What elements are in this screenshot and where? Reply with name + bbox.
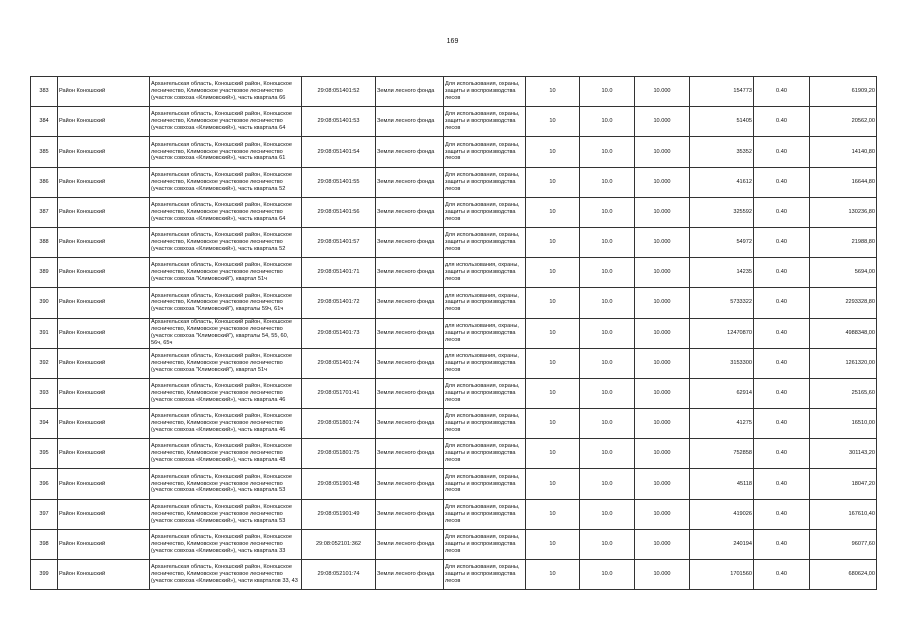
address-cell: Архангельская область, Коношский район, Коношское лесничество, Климовское участковое лесничество (участок совхоза «Климовский»), часть квартала 66 [150,77,302,107]
value-a-cell: 10 [526,137,580,167]
address-cell: Архангельская область, Коношский район, Коношское лесничество, Климовское участковое лесничество (участок совхоза "Климовский"), кварталы 59ч, 61ч [150,288,302,318]
value-b-cell: 10.0 [580,318,635,348]
cadastral-number-cell: 29:08:051401:57 [302,227,376,257]
value-c-cell: 10.000 [635,167,690,197]
rate-cell: 0.40 [754,439,810,469]
table-row [31,197,877,227]
land-category-cell: Земли лесного фонда [376,258,444,288]
value-a-cell: 10 [526,227,580,257]
area-cell: 14235 [690,258,754,288]
district-cell: Район Коношский [58,469,150,499]
sum-cell: 4988348,00 [810,318,877,348]
purpose-cell: для использования, охраны, защиты и воспроизводства лесов [444,288,526,318]
district-cell: Район Коношский [58,137,150,167]
sum-cell: 130236,80 [810,197,877,227]
address-cell: Архангельская область, Коношский район, Коношское лесничество, Климовское участковое лесничество (участок совхоза «Климовский»), часть квартала 52 [150,227,302,257]
purpose-cell: Для использования, охраны, защиты и воспроизводства лесов [444,227,526,257]
row-number: 385 [31,137,58,167]
area-cell: 41612 [690,167,754,197]
address-cell: Архангельская область, Коношский район, Коношское лесничество, Климовское участковое лесничество (участок совхоза «Климовский»), часть квартала 46 [150,378,302,408]
land-category-cell: Земли лесного фонда [376,469,444,499]
sum-cell: 5694,00 [810,258,877,288]
value-c-cell: 10.000 [635,560,690,590]
cadastral-number-cell: 29:08:051401:71 [302,258,376,288]
value-b-cell: 10.0 [580,378,635,408]
value-a-cell: 10 [526,529,580,559]
table-row [31,469,877,499]
value-a-cell: 10 [526,318,580,348]
value-a-cell: 10 [526,77,580,107]
land-category-cell: Земли лесного фонда [376,167,444,197]
value-a-cell: 10 [526,378,580,408]
table-row [31,348,877,378]
rate-cell: 0.40 [754,378,810,408]
land-category-cell: Земли лесного фонда [376,378,444,408]
sum-cell: 14140,80 [810,137,877,167]
value-b-cell: 10.0 [580,107,635,137]
value-a-cell: 10 [526,439,580,469]
purpose-cell: Для использования, охраны, защиты и воспроизводства лесов [444,77,526,107]
district-cell: Район Коношский [58,378,150,408]
district-cell: Район Коношский [58,288,150,318]
table-body [31,77,877,590]
cadastral-number-cell: 29:08:051401:54 [302,137,376,167]
district-cell: Район Коношский [58,318,150,348]
value-c-cell: 10.000 [635,258,690,288]
land-parcels-table [30,76,877,590]
purpose-cell: для использования, охраны, защиты и воспроизводства лесов [444,348,526,378]
address-cell: Архангельская область, Коношский район, Коношское лесничество, Климовское участковое лесничество (участок совхоза «Климовский»), часть квартала 53 [150,469,302,499]
rate-cell: 0.40 [754,227,810,257]
land-category-cell: Земли лесного фонда [376,137,444,167]
row-number: 394 [31,409,58,439]
area-cell: 325592 [690,197,754,227]
district-cell: Район Коношский [58,439,150,469]
district-cell: Район Коношский [58,499,150,529]
value-b-cell: 10.0 [580,529,635,559]
value-a-cell: 10 [526,469,580,499]
sum-cell: 167610,40 [810,499,877,529]
address-cell: Архангельская область, Коношский район, Коношское лесничество, Климовское участковое лесничество (участок совхоза «Климовский»), часть квартала 46 [150,409,302,439]
row-number: 388 [31,227,58,257]
value-a-cell: 10 [526,197,580,227]
area-cell: 419026 [690,499,754,529]
value-b-cell: 10.0 [580,167,635,197]
value-a-cell: 10 [526,499,580,529]
land-category-cell: Земли лесного фонда [376,499,444,529]
row-number: 397 [31,499,58,529]
value-c-cell: 10.000 [635,318,690,348]
value-a-cell: 10 [526,258,580,288]
rate-cell: 0.40 [754,348,810,378]
area-cell: 41275 [690,409,754,439]
value-b-cell: 10.0 [580,499,635,529]
table-row [31,560,877,590]
district-cell: Район Коношский [58,107,150,137]
sum-cell: 1261320,00 [810,348,877,378]
value-b-cell: 10.0 [580,469,635,499]
value-a-cell: 10 [526,288,580,318]
district-cell: Район Коношский [58,348,150,378]
sum-cell: 680624,00 [810,560,877,590]
district-cell: Район Коношский [58,197,150,227]
land-category-cell: Земли лесного фонда [376,318,444,348]
sum-cell: 21988,80 [810,227,877,257]
sum-cell: 301143,20 [810,439,877,469]
value-c-cell: 10.000 [635,469,690,499]
value-c-cell: 10.000 [635,77,690,107]
cadastral-number-cell: 29:08:051801:74 [302,409,376,439]
purpose-cell: Для использования, охраны, защиты и воспроизводства лесов [444,439,526,469]
row-number: 396 [31,469,58,499]
rate-cell: 0.40 [754,137,810,167]
address-cell: Архангельская область, Коношский район, Коношское лесничество, Климовское участковое лесничество (участок совхоза «Климовский»), часть квартала 48 [150,439,302,469]
table-row [31,167,877,197]
district-cell: Район Коношский [58,167,150,197]
row-number: 389 [31,258,58,288]
value-b-cell: 10.0 [580,258,635,288]
table-row [31,409,877,439]
table-row [31,227,877,257]
rate-cell: 0.40 [754,529,810,559]
district-cell: Район Коношский [58,77,150,107]
cadastral-number-cell: 29:08:051401:72 [302,288,376,318]
area-cell: 154773 [690,77,754,107]
row-number: 391 [31,318,58,348]
purpose-cell: Для использования, охраны, защиты и воспроизводства лесов [444,560,526,590]
purpose-cell: Для использования, охраны, защиты и воспроизводства лесов [444,197,526,227]
land-category-cell: Земли лесного фонда [376,227,444,257]
value-b-cell: 10.0 [580,227,635,257]
value-b-cell: 10.0 [580,288,635,318]
district-cell: Район Коношский [58,227,150,257]
sum-cell: 25165,60 [810,378,877,408]
purpose-cell: Для использования, охраны, защиты и воспроизводства лесов [444,167,526,197]
sum-cell: 16644,80 [810,167,877,197]
address-cell: Архангельская область, Коношский район, Коношское лесничество, Климовское участковое лесничество (участок совхоза «Климовский»), часть квартала 61 [150,137,302,167]
table-row [31,77,877,107]
area-cell: 240194 [690,529,754,559]
purpose-cell: Для использования, охраны, защиты и воспроизводства лесов [444,378,526,408]
sum-cell: 2293328,80 [810,288,877,318]
value-c-cell: 10.000 [635,288,690,318]
purpose-cell: Для использования, охраны, защиты и воспроизводства лесов [444,107,526,137]
address-cell: Архангельская область, Коношский район, Коношское лесничество, Климовское участковое лесничество (участок совхоза "Климовский"), квартал 51ч [150,348,302,378]
rate-cell: 0.40 [754,77,810,107]
value-c-cell: 10.000 [635,439,690,469]
district-cell: Район Коношский [58,529,150,559]
value-b-cell: 10.0 [580,439,635,469]
row-number: 387 [31,197,58,227]
area-cell: 752858 [690,439,754,469]
row-number: 399 [31,560,58,590]
address-cell: Архангельская область, Коношский район, Коношское лесничество, Климовское участковое лесничество (участок совхоза «Климовский»), часть квартала 64 [150,107,302,137]
table-row [31,378,877,408]
land-category-cell: Земли лесного фонда [376,348,444,378]
value-b-cell: 10.0 [580,137,635,167]
rate-cell: 0.40 [754,167,810,197]
cadastral-number-cell: 29:08:051901:48 [302,469,376,499]
area-cell: 54972 [690,227,754,257]
cadastral-number-cell: 29:08:051401:74 [302,348,376,378]
cadastral-number-cell: 29:08:051401:55 [302,167,376,197]
value-b-cell: 10.0 [580,77,635,107]
row-number: 398 [31,529,58,559]
purpose-cell: для использования, охраны, защиты и воспроизводства лесов [444,258,526,288]
area-cell: 5733322 [690,288,754,318]
area-cell: 51405 [690,107,754,137]
purpose-cell: Для использования, охраны, защиты и воспроизводства лесов [444,499,526,529]
table-row [31,137,877,167]
cadastral-number-cell: 29:08:051401:56 [302,197,376,227]
cadastral-number-cell: 29:08:051701:41 [302,378,376,408]
purpose-cell: Для использования, охраны, защиты и воспроизводства лесов [444,529,526,559]
table-row [31,107,877,137]
area-cell: 12470870 [690,318,754,348]
district-cell: Район Коношский [58,409,150,439]
address-cell: Архангельская область, Коношский район, Коношское лесничество, Климовское участковое лесничество (участок совхоза «Климовский»), часть квартала 33 [150,529,302,559]
page-number: 169 [446,38,459,45]
rate-cell: 0.40 [754,499,810,529]
row-number: 392 [31,348,58,378]
cadastral-number-cell: 29:08:051901:49 [302,499,376,529]
land-category-cell: Земли лесного фонда [376,77,444,107]
purpose-cell: для использования, охраны, защиты и воспроизводства лесов [444,318,526,348]
area-cell: 1701560 [690,560,754,590]
address-cell: Архангельская область, Коношский район, Коношское лесничество, Климовское участковое лесничество (участок совхоза «Климовский»), часть квартала 64 [150,197,302,227]
area-cell: 35352 [690,137,754,167]
rate-cell: 0.40 [754,288,810,318]
row-number: 395 [31,439,58,469]
cadastral-number-cell: 29:08:052101:362 [302,529,376,559]
table-row [31,499,877,529]
value-c-cell: 10.000 [635,227,690,257]
row-number: 390 [31,288,58,318]
rate-cell: 0.40 [754,197,810,227]
land-category-cell: Земли лесного фонда [376,529,444,559]
rate-cell: 0.40 [754,318,810,348]
rate-cell: 0.40 [754,469,810,499]
land-category-cell: Земли лесного фонда [376,439,444,469]
row-number: 386 [31,167,58,197]
land-category-cell: Земли лесного фонда [376,560,444,590]
value-c-cell: 10.000 [635,529,690,559]
row-number: 393 [31,378,58,408]
address-cell: Архангельская область, Коношский район, Коношское лесничество, Климовское участковое лесничество (участок совхоза «Климовский»), части кварталов 33, 43 [150,560,302,590]
rate-cell: 0.40 [754,107,810,137]
value-a-cell: 10 [526,107,580,137]
district-cell: Район Коношский [58,258,150,288]
address-cell: Архангельская область, Коношский район, Коношское лесничество, Климовское участковое лесничество (участок совхоза «Климовский»), часть квартала 52 [150,167,302,197]
land-category-cell: Земли лесного фонда [376,409,444,439]
land-category-cell: Земли лесного фонда [376,288,444,318]
cadastral-number-cell: 29:08:051401:53 [302,107,376,137]
purpose-cell: Для использования, охраны, защиты и воспроизводства лесов [444,469,526,499]
land-category-cell: Земли лесного фонда [376,197,444,227]
rate-cell: 0.40 [754,258,810,288]
value-c-cell: 10.000 [635,348,690,378]
address-cell: Архангельская область, Коношский район, Коношское лесничество, Климовское участковое лесничество (участок совхоза "Климовский"), кварталы 54, 55, 60, 56ч, 65ч [150,318,302,348]
cadastral-number-cell: 29:08:051401:52 [302,77,376,107]
value-a-cell: 10 [526,560,580,590]
value-a-cell: 10 [526,348,580,378]
area-cell: 3153300 [690,348,754,378]
land-category-cell: Земли лесного фонда [376,107,444,137]
sum-cell: 20562,00 [810,107,877,137]
rate-cell: 0.40 [754,409,810,439]
cadastral-number-cell: 29:08:051401:73 [302,318,376,348]
sum-cell: 16510,00 [810,409,877,439]
address-cell: Архангельская область, Коношский район, Коношское лесничество, Климовское участковое лесничество (участок совхоза "Климовский"), квартал 51ч [150,258,302,288]
value-c-cell: 10.000 [635,107,690,137]
cadastral-number-cell: 29:08:052101:74 [302,560,376,590]
value-b-cell: 10.0 [580,197,635,227]
value-b-cell: 10.0 [580,348,635,378]
value-c-cell: 10.000 [635,499,690,529]
value-c-cell: 10.000 [635,197,690,227]
district-cell: Район Коношский [58,560,150,590]
cadastral-number-cell: 29:08:051801:75 [302,439,376,469]
area-cell: 45118 [690,469,754,499]
sum-cell: 18047,20 [810,469,877,499]
value-c-cell: 10.000 [635,378,690,408]
purpose-cell: Для использования, охраны, защиты и воспроизводства лесов [444,137,526,167]
value-b-cell: 10.0 [580,560,635,590]
value-c-cell: 10.000 [635,137,690,167]
row-number: 384 [31,107,58,137]
sum-cell: 96077,60 [810,529,877,559]
value-a-cell: 10 [526,167,580,197]
table-row [31,258,877,288]
purpose-cell: Для использования, охраны, защиты и воспроизводства лесов [444,409,526,439]
sum-cell: 61909,20 [810,77,877,107]
row-number: 383 [31,77,58,107]
area-cell: 62914 [690,378,754,408]
table-row [31,439,877,469]
value-a-cell: 10 [526,409,580,439]
table-row [31,288,877,318]
rate-cell: 0.40 [754,560,810,590]
address-cell: Архангельская область, Коношский район, Коношское лесничество, Климовское участковое лесничество (участок совхоза «Климовский»), часть квартала 53 [150,499,302,529]
table-row [31,529,877,559]
value-b-cell: 10.0 [580,409,635,439]
table-row [31,318,877,348]
value-c-cell: 10.000 [635,409,690,439]
